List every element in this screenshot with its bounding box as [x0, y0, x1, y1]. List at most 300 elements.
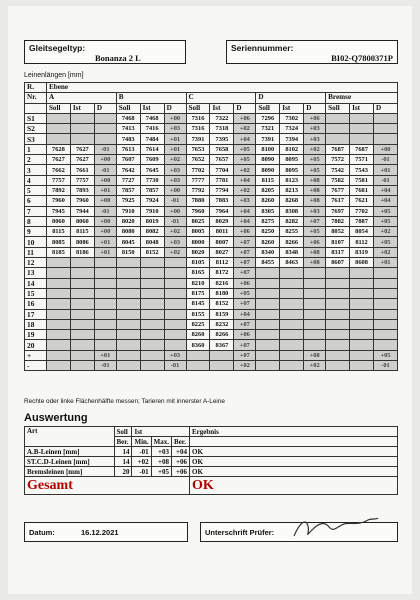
col-min: Min. [132, 437, 151, 447]
empty-cell [304, 330, 326, 340]
measurement-soll [116, 350, 140, 360]
table-header-row-1 [25, 83, 398, 93]
measurement-ist: 8095 [280, 155, 304, 165]
measurement-diff: +07 [234, 340, 256, 350]
measurement-ist: 7781 [210, 175, 234, 185]
row-number: 17 [25, 309, 47, 319]
row-ber: +04 [172, 447, 190, 457]
empty-cell [374, 288, 398, 298]
measurement-row [25, 227, 398, 237]
measurement-diff: +02 [374, 247, 398, 257]
measurement-soll: 7642 [116, 165, 140, 175]
measurement-diff: +07 [234, 299, 256, 309]
measurement-diff: +00 [374, 144, 398, 154]
measurement-diff: +07 [234, 268, 256, 278]
empty-cell [25, 103, 47, 113]
measurement-soll: 8260 [256, 196, 280, 206]
measurement-diff: +02 [234, 124, 256, 134]
measurement-ist: 7571 [350, 155, 374, 165]
measurement-row [25, 134, 398, 144]
empty-cell [116, 330, 140, 340]
measurement-soll: 8340 [256, 247, 280, 257]
measurement-soll [186, 361, 210, 371]
overall-label: Gesamt [25, 477, 190, 495]
empty-cell [350, 288, 374, 298]
measurement-ist: 8255 [280, 227, 304, 237]
row-result: OK [190, 447, 398, 457]
measurement-ist: 8123 [280, 175, 304, 185]
empty-cell [280, 309, 304, 319]
row-number: 3 [25, 165, 47, 175]
row-max: +03 [151, 447, 171, 457]
measurement-soll: 7617 [326, 196, 350, 206]
subheader-soll: Soll [116, 103, 140, 113]
empty-cell [140, 268, 164, 278]
measurement-soll: 7652 [186, 155, 210, 165]
measurement-ist: 7614 [140, 144, 164, 154]
empty-cell [140, 319, 164, 329]
measurement-ist: 7658 [210, 144, 234, 154]
empty-cell [256, 278, 280, 288]
measurement-soll [46, 361, 70, 371]
group-header-d: D [256, 93, 326, 103]
measurement-ist: 7581 [350, 175, 374, 185]
measurement-soll: 7960 [46, 196, 70, 206]
measurement-ist: 7609 [140, 155, 164, 165]
measurement-soll: 8250 [256, 227, 280, 237]
measurement-diff: +07 [234, 258, 256, 268]
table-header-row-2 [25, 93, 398, 103]
line-length-table [24, 82, 398, 371]
group-header-a: A [46, 93, 116, 103]
empty-cell [46, 340, 70, 350]
row-soll: 14 [114, 457, 132, 467]
measurement-diff: +08 [304, 258, 326, 268]
empty-cell [94, 258, 116, 268]
measurement-soll: 8260 [186, 330, 210, 340]
measurement-ist: 7794 [210, 185, 234, 195]
table-caption: Leinenlängen [mm] [24, 72, 84, 79]
empty-cell [70, 330, 94, 340]
measurement-diff: +05 [234, 155, 256, 165]
col-ergebnis: Ergebnis [190, 427, 398, 437]
measurement-soll: 8165 [186, 268, 210, 278]
measurement-soll [46, 350, 70, 360]
measurement-soll: 7677 [326, 185, 350, 195]
subheader-soll: Soll [326, 103, 350, 113]
measurement-soll: 8000 [186, 237, 210, 247]
measurement-row [25, 268, 398, 278]
measurement-diff: -01 [374, 155, 398, 165]
empty-cell [304, 288, 326, 298]
row-result: OK [190, 467, 398, 477]
measurement-soll: 8090 [256, 155, 280, 165]
measurement-soll [186, 350, 210, 360]
empty-cell [304, 309, 326, 319]
evaluation-table [24, 426, 398, 495]
empty-cell [350, 278, 374, 288]
measurement-ist: 8268 [280, 196, 304, 206]
empty-cell [94, 113, 116, 123]
empty-cell [256, 319, 280, 329]
empty-cell [164, 278, 186, 288]
measurement-diff: -01 [94, 361, 116, 371]
measurement-diff: +02 [164, 247, 186, 257]
empty-cell [280, 278, 304, 288]
measurement-row [25, 350, 398, 360]
empty-cell [46, 113, 70, 123]
measurement-soll: 7882 [326, 216, 350, 226]
row-number: 9 [25, 227, 47, 237]
measurement-soll: 7391 [256, 134, 280, 144]
subheader-ist: Ist [280, 103, 304, 113]
empty-cell [46, 319, 70, 329]
empty-cell [164, 319, 186, 329]
table-note: Rechte oder linke Flächenhälfte messen; Tarieren mit innerster A-Leine [24, 398, 225, 405]
measurement-diff: -01 [94, 165, 116, 175]
measurement-row [25, 309, 398, 319]
measurement-diff: +01 [374, 258, 398, 268]
measurement-diff: -01 [374, 361, 398, 371]
measurement-ist: 8115 [70, 227, 94, 237]
measurement-diff: +01 [164, 144, 186, 154]
row-art: Bremsleinen [mm] [25, 467, 115, 477]
measurement-diff: -01 [94, 206, 116, 216]
measurement-soll: 8455 [256, 258, 280, 268]
measurement-ist: 8102 [280, 144, 304, 154]
date-box [24, 522, 188, 542]
measurement-soll: 7627 [46, 155, 70, 165]
measurement-ist: 8152 [210, 299, 234, 309]
empty-cell [304, 278, 326, 288]
row-art: ST.C.D-Leinen [mm] [25, 457, 115, 467]
measurement-soll: 8225 [186, 319, 210, 329]
row-number: + [25, 350, 47, 360]
measurement-soll: 8100 [256, 144, 280, 154]
measurement-soll: 8155 [186, 309, 210, 319]
measurement-soll: 7757 [46, 175, 70, 185]
row-result: OK [190, 457, 398, 467]
empty-cell [116, 258, 140, 268]
empty-cell [70, 113, 94, 123]
evaluation-header-row-1 [25, 427, 398, 437]
empty-cell [374, 134, 398, 144]
measurement-diff: -01 [94, 144, 116, 154]
empty-cell [46, 124, 70, 134]
row-max: +08 [151, 457, 171, 467]
measurement-ist: 7661 [70, 165, 94, 175]
measurement-diff: +06 [234, 227, 256, 237]
measurement-ist: 8308 [280, 206, 304, 216]
empty-cell [164, 288, 186, 298]
measurement-ist: 8319 [350, 247, 374, 257]
measurement-soll: 7910 [116, 206, 140, 216]
table-subheader-row [25, 103, 398, 113]
col-art: Art [25, 427, 115, 447]
measurement-soll: 8210 [186, 278, 210, 288]
measurement-diff: +06 [234, 330, 256, 340]
measurement-ist: 7318 [210, 124, 234, 134]
measurement-diff: +04 [234, 309, 256, 319]
measurement-ist: 7302 [280, 113, 304, 123]
measurement-ist: 7416 [140, 124, 164, 134]
measurement-soll: 8052 [326, 227, 350, 237]
measurement-diff: +01 [94, 247, 116, 257]
measurement-soll: 8150 [116, 247, 140, 257]
measurement-diff: +02 [304, 361, 326, 371]
subheader-ist: Ist [70, 103, 94, 113]
measurement-diff: +06 [234, 113, 256, 123]
measurement-soll: 7582 [326, 175, 350, 185]
empty-cell [374, 330, 398, 340]
date-value: 16.12.2021 [81, 528, 119, 537]
empty-cell [164, 340, 186, 350]
subheader-soll: Soll [186, 103, 210, 113]
empty-cell [116, 278, 140, 288]
row-number: 10 [25, 237, 47, 247]
measurement-soll: 7687 [326, 144, 350, 154]
empty-cell [280, 340, 304, 350]
measurement-diff: +05 [374, 216, 398, 226]
measurement-row [25, 185, 398, 195]
measurement-diff: +04 [234, 134, 256, 144]
measurement-ist: 7910 [140, 206, 164, 216]
measurement-ist: 7322 [210, 113, 234, 123]
date-label: Datum: [29, 528, 55, 537]
row-number: 16 [25, 299, 47, 309]
measurement-diff: +02 [304, 144, 326, 154]
measurement-soll [256, 350, 280, 360]
measurement-soll [326, 361, 350, 371]
measurement-ist [350, 350, 374, 360]
measurement-diff: +04 [374, 196, 398, 206]
group-header-b: B [116, 93, 186, 103]
empty-cell [70, 258, 94, 268]
measurement-row [25, 361, 398, 371]
measurement-soll: 7483 [116, 134, 140, 144]
measurement-ist: 7960 [70, 196, 94, 206]
empty-cell [374, 268, 398, 278]
empty-cell [116, 340, 140, 350]
measurement-ist: 7484 [140, 134, 164, 144]
measurement-ist: 7924 [140, 196, 164, 206]
empty-cell [94, 319, 116, 329]
measurement-diff: +03 [304, 134, 326, 144]
measurement-soll: 7792 [186, 185, 210, 195]
measurement-diff: +07 [234, 237, 256, 247]
col-ist-ber: Ber. [172, 437, 190, 447]
empty-cell [326, 134, 350, 144]
measurement-diff: -01 [164, 196, 186, 206]
row-number: 12 [25, 258, 47, 268]
measurement-ist: 7543 [350, 165, 374, 175]
measurement-ist: 8186 [70, 247, 94, 257]
measurement-ist: 7730 [140, 175, 164, 185]
measurement-soll: 8145 [186, 299, 210, 309]
measurement-ist: 7394 [280, 134, 304, 144]
glider-type-label: Gleitsegeltyp: [29, 43, 86, 53]
overall-row [25, 477, 398, 495]
measurement-diff: +04 [374, 185, 398, 195]
measurement-ist: 8048 [140, 237, 164, 247]
measurement-ist: 7687 [350, 144, 374, 154]
measurement-diff: +02 [234, 361, 256, 371]
empty-cell [70, 124, 94, 134]
measurement-diff: +07 [234, 319, 256, 329]
measurement-ist: 8027 [210, 247, 234, 257]
empty-cell [140, 330, 164, 340]
measurement-ist: 8112 [210, 258, 234, 268]
measurement-soll: 7702 [186, 165, 210, 175]
empty-cell [94, 278, 116, 288]
measurement-ist: 7757 [70, 175, 94, 185]
measurement-diff: -01 [374, 175, 398, 185]
row-number: 6 [25, 196, 47, 206]
measurement-soll: 7391 [186, 134, 210, 144]
measurement-ist: 8266 [280, 237, 304, 247]
empty-cell [116, 299, 140, 309]
empty-cell [94, 330, 116, 340]
measurement-soll: 8105 [186, 258, 210, 268]
measurement-diff: +00 [164, 185, 186, 195]
empty-cell [140, 299, 164, 309]
measurement-diff: +03 [164, 165, 186, 175]
subheader-ist: Ist [140, 103, 164, 113]
measurement-diff: +05 [374, 206, 398, 216]
measurement-ist: 8019 [140, 216, 164, 226]
measurement-ist [210, 350, 234, 360]
measurement-soll: 7607 [116, 155, 140, 165]
subheader-ist: Ist [210, 103, 234, 113]
empty-cell [70, 134, 94, 144]
measurement-soll: 8060 [46, 216, 70, 226]
measurement-diff: +02 [234, 185, 256, 195]
row-number: S3 [25, 134, 47, 144]
measurement-soll [256, 361, 280, 371]
empty-cell [46, 258, 70, 268]
measurement-soll: 7880 [186, 196, 210, 206]
measurement-diff: +05 [304, 165, 326, 175]
measurement-diff: +03 [234, 196, 256, 206]
measurement-diff: +03 [164, 237, 186, 247]
measurement-soll: 8107 [326, 237, 350, 247]
measurement-diff: +05 [374, 350, 398, 360]
subheader-diff: D [164, 103, 186, 113]
evaluation-row [25, 467, 398, 477]
row-number: 11 [25, 247, 47, 257]
empty-cell [164, 330, 186, 340]
measurement-ist [140, 350, 164, 360]
measurement-ist: 8232 [210, 319, 234, 329]
measurement-soll: 8205 [256, 185, 280, 195]
row-number: 2 [25, 155, 47, 165]
measurement-ist: 7887 [350, 216, 374, 226]
empty-cell [70, 340, 94, 350]
empty-cell [304, 299, 326, 309]
signature-label: Unterschrift Prüfer: [205, 528, 275, 537]
measurement-soll: 7628 [46, 144, 70, 154]
measurement-soll: 7960 [186, 206, 210, 216]
empty-cell [94, 299, 116, 309]
measurement-ist: 8172 [210, 268, 234, 278]
empty-cell [116, 268, 140, 278]
measurement-ist: 8152 [140, 247, 164, 257]
measurement-ist: 8011 [210, 227, 234, 237]
measurement-soll: 8185 [46, 247, 70, 257]
measurement-diff: +04 [234, 206, 256, 216]
measurement-soll: 7572 [326, 155, 350, 165]
inspector-signature [290, 512, 380, 542]
empty-cell [350, 299, 374, 309]
measurement-diff: +06 [304, 237, 326, 247]
empty-cell [46, 330, 70, 340]
measurement-ist [140, 361, 164, 371]
empty-cell [350, 330, 374, 340]
measurement-ist: 7468 [140, 113, 164, 123]
row-min: -01 [132, 447, 151, 457]
measurement-soll: 7468 [116, 113, 140, 123]
empty-cell [350, 134, 374, 144]
empty-cell [350, 319, 374, 329]
empty-cell [304, 268, 326, 278]
measurement-diff: +08 [304, 185, 326, 195]
subheader-diff: D [94, 103, 116, 113]
empty-cell [374, 113, 398, 123]
measurement-soll: 7316 [186, 124, 210, 134]
empty-cell [140, 340, 164, 350]
measurement-diff: +02 [374, 227, 398, 237]
measurement-ist: 8367 [210, 340, 234, 350]
measurement-soll: 7697 [326, 206, 350, 216]
measurement-soll: 8080 [116, 227, 140, 237]
empty-cell [94, 309, 116, 319]
measurement-ist: 7944 [70, 206, 94, 216]
empty-cell [280, 319, 304, 329]
glider-type-value: Bonanza 2 L [95, 53, 141, 63]
col-soll-ber: Ber. [114, 437, 132, 447]
row-max: +05 [151, 467, 171, 477]
measurement-diff: +07 [234, 247, 256, 257]
row-number: 8 [25, 216, 47, 226]
empty-cell [140, 309, 164, 319]
measurement-soll: 8115 [256, 175, 280, 185]
measurement-ist: 7704 [210, 165, 234, 175]
measurement-row [25, 330, 398, 340]
empty-cell [116, 309, 140, 319]
serial-number-label: Seriennummer: [231, 43, 294, 53]
measurement-diff: +00 [94, 175, 116, 185]
empty-cell [70, 278, 94, 288]
empty-cell [304, 340, 326, 350]
measurement-diff: +05 [304, 155, 326, 165]
ebene-header: Ebene [46, 83, 397, 93]
empty-cell [164, 258, 186, 268]
measurement-soll: 8090 [256, 165, 280, 175]
empty-cell [374, 299, 398, 309]
row-ber: +06 [172, 467, 190, 477]
measurement-row [25, 144, 398, 154]
measurement-soll: 8045 [116, 237, 140, 247]
measurement-row [25, 113, 398, 123]
empty-cell [304, 319, 326, 329]
measurement-diff: +06 [304, 113, 326, 123]
measurement-soll [116, 361, 140, 371]
measurement-soll: 7613 [116, 144, 140, 154]
row-ber: +06 [172, 457, 190, 467]
measurement-ist [280, 361, 304, 371]
measurement-ist: 8095 [280, 165, 304, 175]
empty-cell [190, 437, 398, 447]
